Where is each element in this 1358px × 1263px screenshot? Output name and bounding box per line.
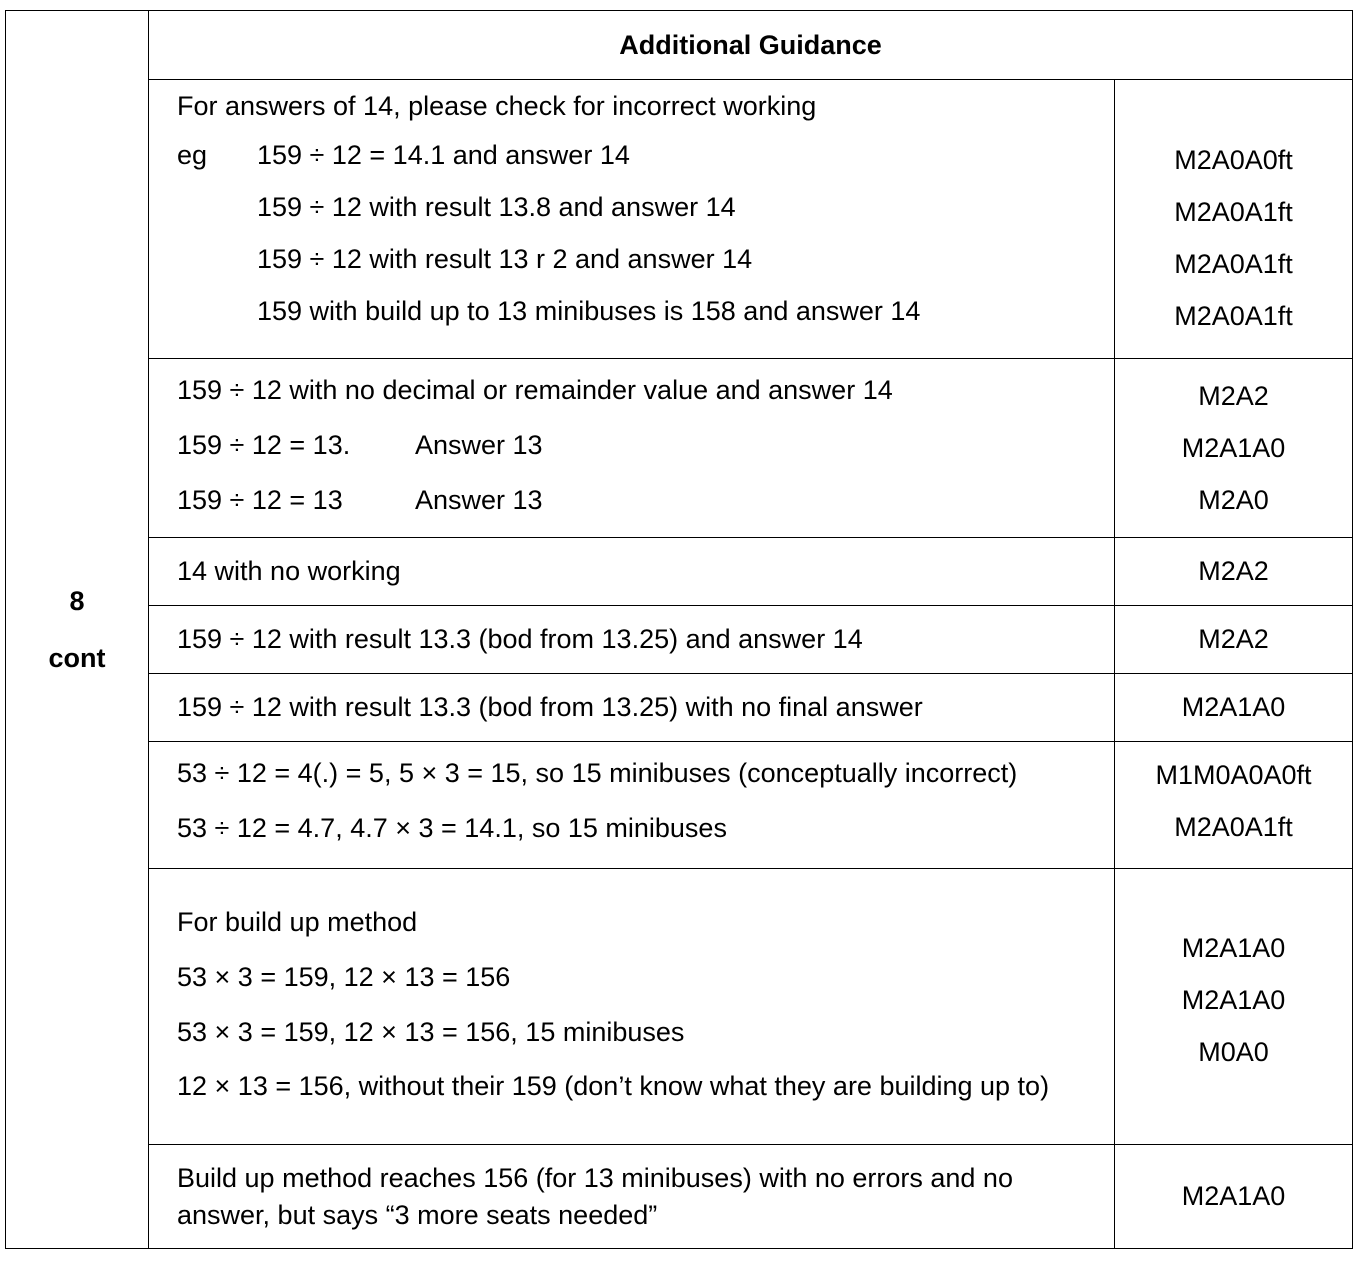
mark-value: M2A0A0ft — [1174, 145, 1293, 175]
mark-cell — [1115, 80, 1353, 359]
mark-value: M2A0A1ft — [1174, 301, 1293, 331]
mark-value: M0A0 — [1198, 1036, 1269, 1067]
question-number: 8 — [69, 585, 85, 616]
guidance-line: 53 ÷ 12 = 4.7, 4.7 × 3 = 14.1, so 15 minibuses — [177, 813, 727, 843]
guidance-line: 53 ÷ 12 = 4(.) = 5, 5 × 3 = 15, so 15 minibuses (conceptually incorrect) — [177, 758, 1018, 788]
table-row — [6, 606, 1353, 674]
table-row — [6, 869, 1353, 1145]
table-row — [6, 80, 1353, 359]
guidance-line: 159 ÷ 12 = 13 Answer 13 — [177, 484, 543, 515]
guidance-cell: 14 with no working — [149, 538, 1115, 606]
guidance-cell — [149, 742, 1115, 869]
mark-value: M2A0A1ft — [1174, 197, 1293, 227]
question-number-cell — [6, 11, 149, 1249]
guidance-cell: 159 ÷ 12 with result 13.3 (bod from 13.25) with no final answer — [149, 674, 1115, 742]
guidance-cell — [149, 1145, 1115, 1249]
mark-value: M2A1A0 — [1181, 984, 1286, 1015]
question-suffix: cont — [48, 642, 106, 673]
mark-value: M2A1A0 — [1115, 1145, 1353, 1249]
table-header: Additional Guidance — [149, 11, 1353, 80]
eg-label: eg — [177, 140, 208, 170]
guidance-cell: 159 ÷ 12 with result 13.3 (bod from 13.25) and answer 14 — [149, 606, 1115, 674]
mark-value: M2A2 — [1115, 606, 1353, 674]
guidance-table — [5, 10, 1353, 1249]
mark-cell — [1115, 359, 1353, 538]
mark-value: M2A2 — [1198, 381, 1269, 411]
table-row — [6, 1145, 1353, 1249]
mark-cell — [1115, 742, 1353, 869]
mark-cell — [1115, 869, 1353, 1145]
guidance-line: Build up method reaches 156 (for 13 minibuses) with no errors and no answer, but says “3 more seats needed” — [177, 1162, 1013, 1230]
guidance-intro: For build up method — [177, 906, 418, 937]
guidance-line: eg 159 ÷ 12 = 14.1 and answer 14 — [177, 129, 1100, 181]
table-row — [6, 674, 1353, 742]
guidance-cell — [149, 80, 1115, 359]
guidance-cell — [149, 359, 1115, 538]
mark-value: M2A1A0 — [1115, 674, 1353, 742]
mark-value: M2A1A0 — [1181, 433, 1286, 463]
mark-value: M2A0A1ft — [1174, 812, 1293, 842]
guidance-cell — [149, 869, 1115, 1145]
guidance-line: 159 ÷ 12 = 13. Answer 13 — [177, 429, 543, 460]
table-row — [6, 538, 1353, 606]
guidance-line: 53 × 3 = 159, 12 × 13 = 156 — [177, 961, 511, 992]
guidance-line: 159 with build up to 13 minibuses is 158 and answer 14 — [257, 296, 921, 326]
table-row — [6, 742, 1353, 869]
mark-value: M2A1A0 — [1181, 932, 1286, 963]
guidance-line: 53 × 3 = 159, 12 × 13 = 156, 15 minibuses — [177, 1016, 685, 1047]
mark-value: M2A0A1ft — [1174, 249, 1293, 279]
guidance-line: 159 ÷ 12 with no decimal or remainder value and answer 14 — [177, 374, 893, 405]
guidance-line: 12 × 13 = 156, without their 159 (don’t know what they are building up to) — [177, 1070, 1050, 1101]
mark-value: M2A2 — [1115, 538, 1353, 606]
guidance-line: 159 ÷ 12 with result 13 r 2 and answer 14 — [257, 244, 753, 274]
table-row — [6, 359, 1353, 538]
mark-value: M1M0A0A0ft — [1155, 760, 1312, 790]
mark-value: M2A0 — [1198, 485, 1269, 515]
guidance-line: 159 ÷ 12 with result 13.8 and answer 14 — [257, 192, 736, 222]
guidance-intro: For answers of 14, please check for incorrect working — [177, 91, 817, 121]
